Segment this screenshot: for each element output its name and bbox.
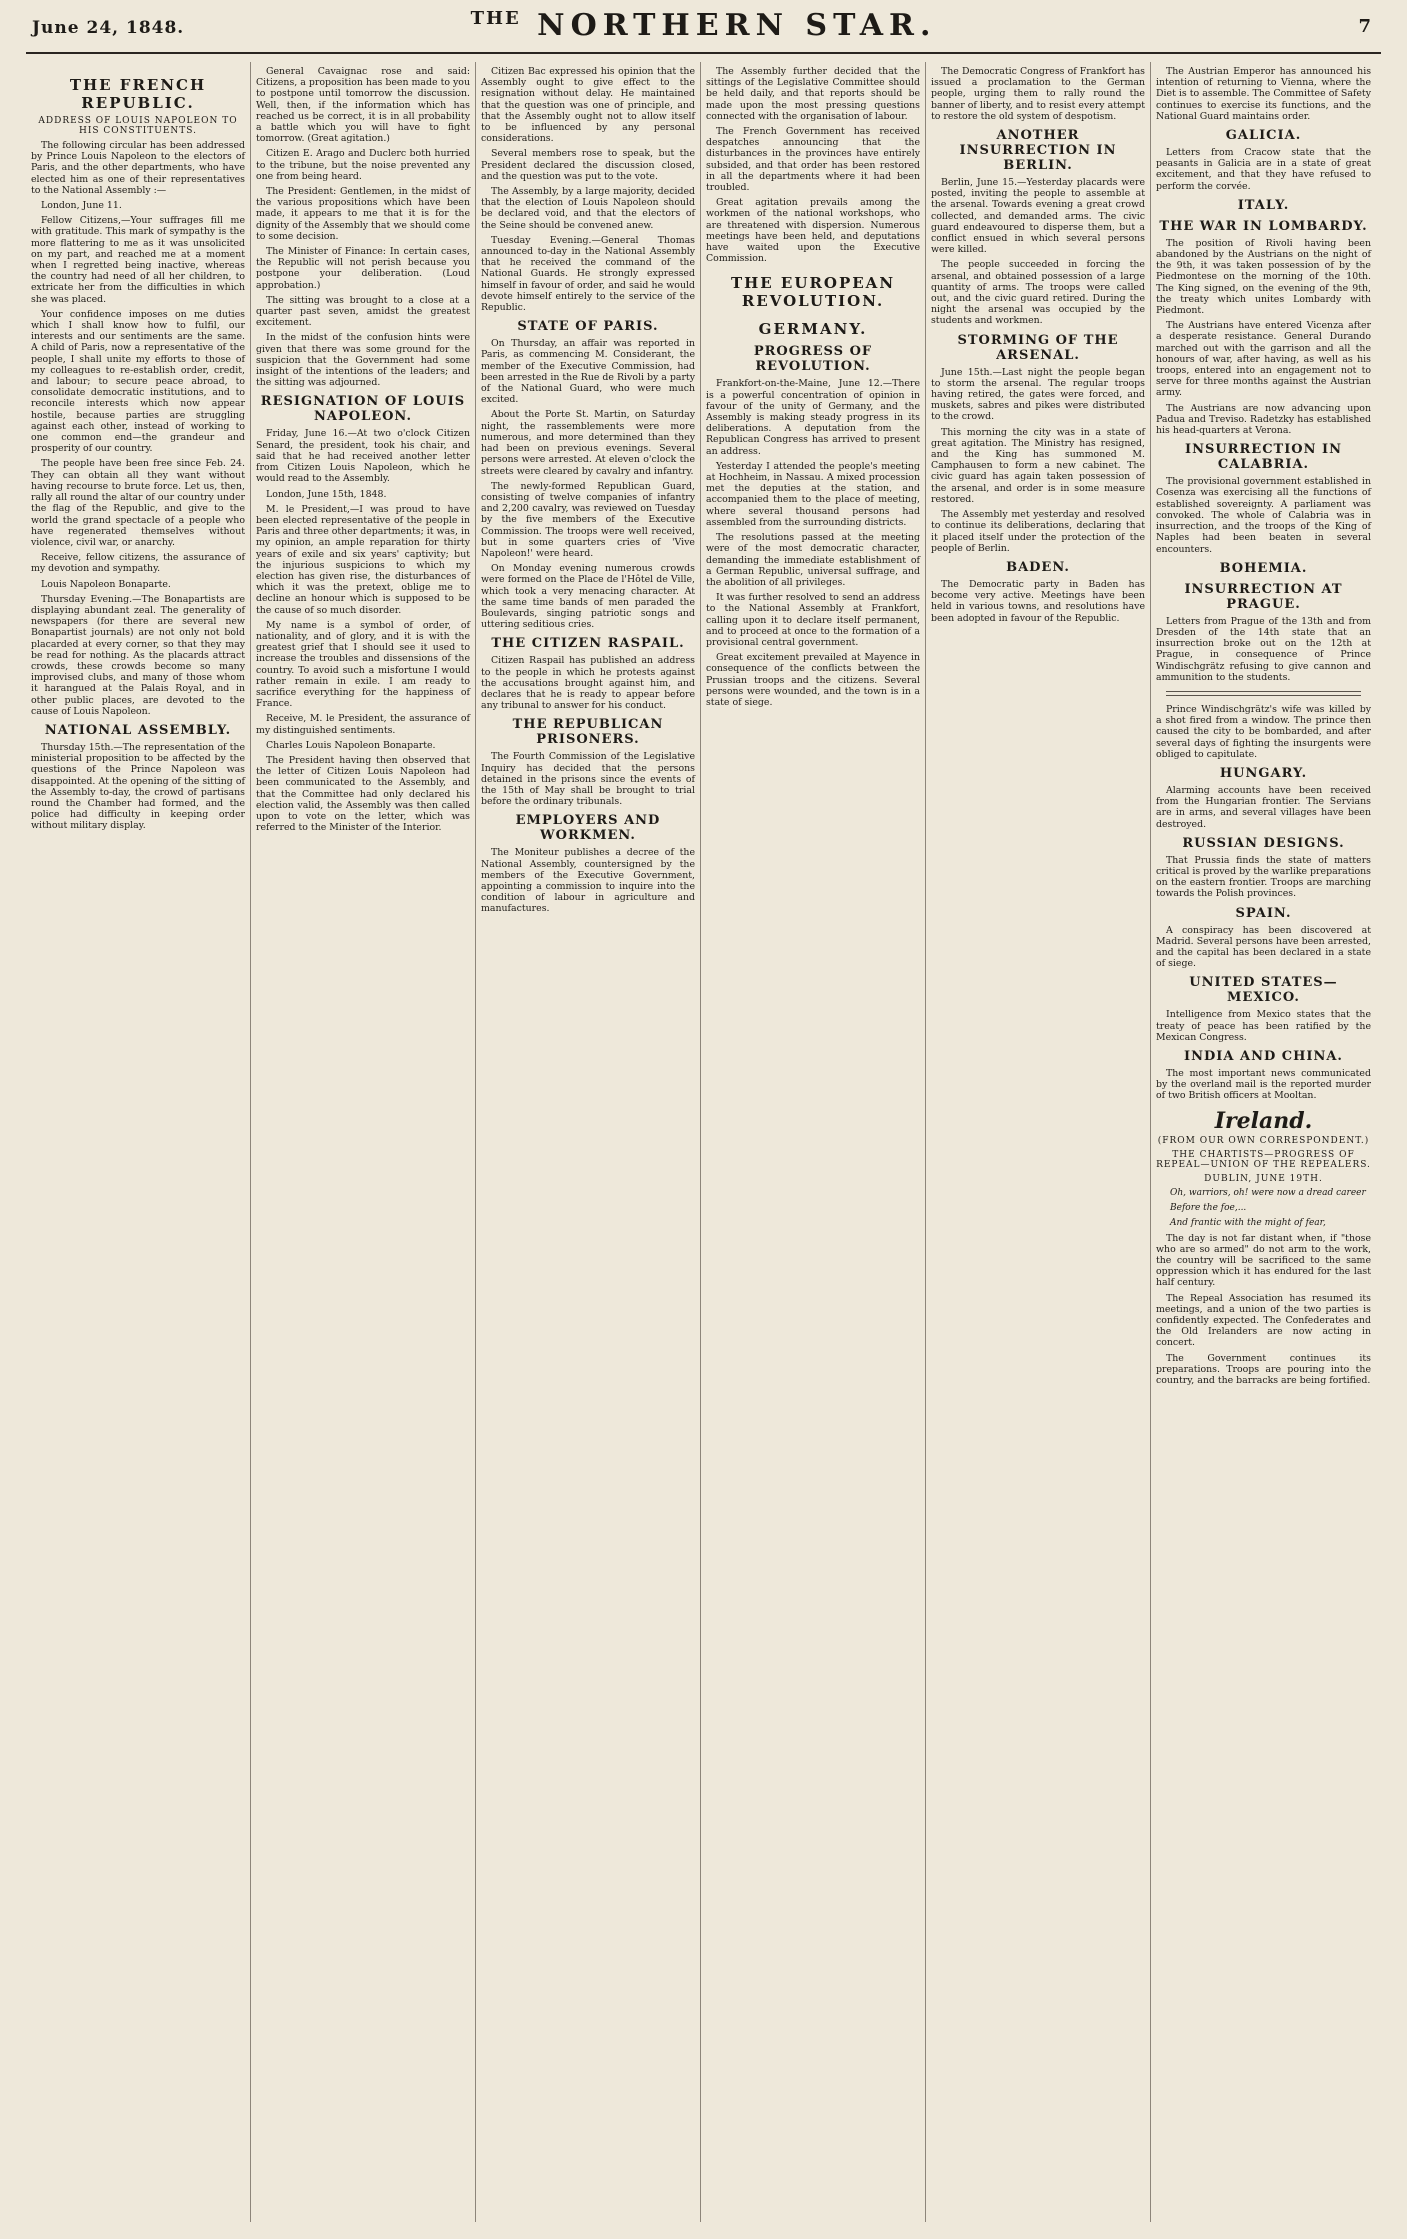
article-paragraph: In the midst of the confusion hints were given that there was some ground for the suspicion that the Government had some insight of the intentions of the leaders; and the sitting was adjourned. <box>256 332 470 389</box>
section-heading: UNITED STATES—MEXICO. <box>1189 975 1338 1006</box>
title-main: NORTHERN STAR. <box>537 8 937 43</box>
article-paragraph: Letters from Cracow state that the peasants in Galicia are in a state of great excitement, and that they have refused to perform the corvée. <box>1156 147 1371 192</box>
article-paragraph: The most important news communicated by the overland mail is the reported murder of two British officers at Mooltan. <box>1156 1067 1371 1102</box>
article-paragraph: My name is a symbol of order, of nationality, and of glory, and it is with the greatest grief that I should see it used to increase the troubles and dissensions of the country. To avoid such a misfortune I would rather remain in exile. I am ready to sacrifice everything for the happiness of France. <box>256 619 470 710</box>
article-paragraph: The Minister of Finance: In certain cases, the Republic will not perish because you postpone your deliberation. (Loud approbation.) <box>256 246 470 291</box>
section-heading: BOHEMIA. <box>1219 560 1308 576</box>
article-paragraph: Thursday Evening.—The Bonapartists are displaying abundant zeal. The generality of newspapers (for there are several new Bonapartist journals) are not only not bold placarded at every corner, so that they may be read for nothing. As the placards attract crowds, these crowds become so many improvised clubs, and many of those whom it harangued at the Palais Royal, and in other public places, are devoted to the cause of Louis Napoleon. <box>31 593 245 717</box>
section-heading: ANOTHER INSURRECTION IN BERLIN. <box>959 128 1117 174</box>
article-paragraph: Great excitement prevailed at Mayence in consequence of the conflicts between the Prussian troops and the citizens. Several persons were wounded, and the town is in a state of siege. <box>706 652 920 708</box>
page-number: 7 <box>1358 16 1371 37</box>
article-paragraph: Great agitation prevails among the workmen of the national workshops, who are threatened with dispersion. Numerous meetings have been held, and deputations have waited upon the Executive Commission. <box>706 197 920 265</box>
article-paragraph: M. le President,—I was proud to have been elected representative of the people in Paris and three other departments; it was, in my opinion, an ample reparation for thirty years of exile and six years' captivity; but the injurious suspicions to which my election has given rise, the disturbances of which it was the pretext, oblige me to decline an honour which is supposed to be the cause of so much disorder. <box>256 503 470 616</box>
article-paragraph: Berlin, June 15.—Yesterday placards were posted, inviting the people to assemble at the arsenal. Towards evening a great crowd collected, and demanded arms. The civic guard endeavoured to disperse them, but a conflict ensued in which several persons were killed. <box>931 177 1145 256</box>
column-2 <box>251 62 476 2222</box>
column-4 <box>701 62 926 2222</box>
poem-line: Before the foe,... <box>1170 1202 1247 1213</box>
article-paragraph: The French Government has received despatches announcing that the disturbances in the provinces have entirely subsided, and that order has been restored in all the departments where it had been troubled. <box>706 126 920 194</box>
article-paragraph: The people have been free since Feb. 24. They can obtain all they want without having recourse to brute force. Let us, then, rally all round the altar of our country under the flag of the Republic, and give to the world the grand spectacle of a people who have regenerated themselves without violence, civil war, or anarchy. <box>31 458 245 548</box>
article-paragraph: The Government continues its preparations. Troops are pouring into the country, and the barracks are being fortified. <box>1156 1352 1371 1387</box>
section-heading: PROGRESS OF REVOLUTION. <box>753 344 873 375</box>
article-paragraph: About the Porte St. Martin, on Saturday night, the rassemblements were more numerous, and more determined than they had been on previous evenings. Several persons were arrested. At eleven o'clock the streets were cleared by cavalry and infantry. <box>481 409 695 477</box>
article-paragraph: The Austrians are now advancing upon Padua and Treviso. Radetzky has established his head-quarters at Verona. <box>1156 402 1371 437</box>
article-paragraph: Friday, June 16.—At two o'clock Citizen Senard, the president, took his chair, and said that he had received another letter from Citizen Louis Napoleon, which he would read to the Assembly. <box>256 428 470 485</box>
article-paragraph: The Assembly, by a large majority, decided that the election of Louis Napoleon should be declared void, and that the electors of the Seine should be convened anew. <box>481 186 695 231</box>
section-heading: STORMING OF THE ARSENAL. <box>957 332 1119 363</box>
article-paragraph: Thursday 15th.—The representation of the ministerial proposition to be affected by the questions of the Prince Napoleon was disappointed. At the opening of the sitting of the Assembly to-day, the crowd of partisans round the Chamber had formed, and the police had difficulty in keeping order without military display. <box>31 741 245 832</box>
article-paragraph: The Assembly further decided that the sittings of the Legislative Committee should be held daily, and that reports should be made upon the most pressing questions connected with the organisation of labour. <box>706 66 920 122</box>
article-paragraph: The following circular has been addressed by Prince Louis Napoleon to the electors of Paris, and the other departments, who have elected him as one of their representatives to the National Assembly :— <box>31 140 245 196</box>
columns <box>26 62 1381 2222</box>
issue-date: June 24, 1848. <box>32 18 185 38</box>
article-paragraph: It was further resolved to send an address to the National Assembly at Frankfort, calling upon it to declare itself permanent, and to proceed at once to the formation of a provisional central government. <box>706 592 920 648</box>
section-heading: SPAIN. <box>1235 905 1292 921</box>
section-heading: RUSSIAN DESIGNS. <box>1182 835 1345 851</box>
sub-heading: ADDRESS OF LOUIS NAPOLEON TO HIS CONSTITUENTS. <box>38 116 238 136</box>
title-the: THE <box>470 8 521 29</box>
article-paragraph: London, June 15th, 1848. <box>266 488 387 500</box>
section-heading: RESIGNATION OF LOUIS NAPOLEON. <box>260 394 466 425</box>
article-paragraph: The Democratic party in Baden has become very active. Meetings have been held in various towns, and resolutions have been adopted in favour of the Republic. <box>931 578 1145 624</box>
article-paragraph: Alarming accounts have been received from the Hungarian frontier. The Servians are in arms, and several villages have been destroyed. <box>1156 784 1371 830</box>
article-paragraph: On Monday evening numerous crowds were formed on the Place de l'Hôtel de Ville, which took a very menacing character. At the same time bands of men paraded the Boulevards, singing patriotic songs and uttering seditious cries. <box>481 563 695 631</box>
section-heading: THE CITIZEN RASPAIL. <box>491 636 685 652</box>
article-paragraph: Prince Windischgrätz's wife was killed by a shot fired from a window. The prince then caused the city to be bombarded, and after several days of fighting the insurgents were obliged to capitulate. <box>1156 703 1371 760</box>
column-5 <box>926 62 1151 2222</box>
article-paragraph: Intelligence from Mexico states that the treaty of peace has been ratified by the Mexican Congress. <box>1156 1009 1371 1043</box>
article-paragraph: On Thursday, an affair was reported in Paris, as commencing M. Considerant, the member of the Executive Commission, had been arrested in the Rue de Rivoli by a party of the National Guard, who were much excited. <box>481 338 695 406</box>
article-paragraph: Charles Louis Napoleon Bonaparte. <box>266 739 436 751</box>
masthead-rule <box>26 52 1381 54</box>
article-paragraph: Your confidence imposes on me duties which I shall know how to fulfil, our interests and our sentiments are the same. A child of Paris, now a representative of the people, I shall unite my efforts to those of my colleagues to re-establish order, credit, and labour; to secure peace abroad, to consolidate democratic institutions, and to reconcile interests which now appear hostile, because parties are struggling against each other, instead of working to one common end—the grandeur and prosperity of our country. <box>31 308 245 455</box>
article-paragraph: The Repeal Association has resumed its meetings, and a union of the two parties is confidently expected. The Confederates and the Old Irelanders are now acting in concert. <box>1156 1292 1371 1349</box>
section-heading: BADEN. <box>1006 559 1070 575</box>
section-heading: THE FRENCH REPUBLIC. <box>69 76 207 112</box>
column-text <box>1156 66 1371 1386</box>
article-paragraph: This morning the city was in a state of great agitation. The Ministry has resigned, and the King has summoned M. Camphausen to form a new cabinet. The civic guard has again taken possession of the arsenal, and order is in some measure restored. <box>931 426 1145 505</box>
article-paragraph: The President: Gentlemen, in the midst of the various propositions which have been made, it appears to me that it is for the dignity of the Assembly that we should come to some decision. <box>256 186 470 242</box>
article-paragraph: The position of Rivoli having been abandoned by the Austrians on the night of the 9th, it was taken possession of by the Piedmontese on the morning of the 10th. The King signed, on the evening of the 9th, the treaty which unites Lombardy with Piedmont. <box>1156 237 1371 317</box>
article-paragraph: The Fourth Commission of the Legislative Inquiry has decided that the persons detained in the prisons since the events of the 15th of May shall be brought to trial before the ordinary tribunals. <box>481 751 695 808</box>
article-paragraph: The people succeeded in forcing the arsenal, and obtained possession of a large quantity of arms. The troops were called out, and the civic guard retired. During the night the arsenal was occupied by the students and workmen. <box>931 259 1145 327</box>
article-paragraph: The Moniteur publishes a decree of the National Assembly, countersigned by the members of the Executive Government, appointing a commission to inquire into the condition of labour in agriculture and manufactures. <box>481 847 695 915</box>
section-heading: STATE OF PARIS. <box>517 319 659 335</box>
section-heading: GALICIA. <box>1225 128 1302 144</box>
article-paragraph: A conspiracy has been discovered at Madrid. Several persons have been arrested, and the capital has been declared in a state of siege. <box>1156 924 1371 970</box>
section-heading: ITALY. <box>1237 197 1290 213</box>
column-text <box>931 66 1145 624</box>
article-paragraph: The Assembly met yesterday and resolved to continue its deliberations, declaring that it placed itself under the protection of the people of Berlin. <box>931 509 1145 554</box>
article-paragraph: The President having then observed that the letter of Citizen Louis Napoleon had been communicated to the Assembly, and that the Committee had only declared his election valid, the Assembly was then called upon to vote on the letter, which was referred to the Minister of the Interior. <box>256 754 470 834</box>
section-heading: INDIA AND CHINA. <box>1184 1048 1343 1064</box>
article-paragraph: The provisional government established in Cosenza was exercising all the functions of established sovereignty. A parliament was convoked. The whole of Calabria was in insurrection, and the troops of the King of Naples had been beaten in several encounters. <box>1156 476 1371 555</box>
ireland-subheading: THE CHARTISTS—PROGRESS OF REPEAL—UNION OF THE REPEALERS. <box>1156 1149 1371 1170</box>
ireland-subheading: (FROM OUR OWN CORRESPONDENT.) <box>1157 1135 1370 1146</box>
article-paragraph: Tuesday Evening.—General Thomas announced to-day in the National Assembly that he received the command of the National Guards. He strongly expressed himself in favour of order, and said he would devote himself entirely to the service of the Republic. <box>481 234 695 314</box>
article-paragraph: Fellow Citizens,—Your suffrages fill me with gratitude. This mark of sympathy is the more flattering to me as it was unsolicited on my part, and reached me at a moment when I regretted being inactive, whereas the country had need of all her children, to extricate her from the difficulties in which she was placed. <box>31 215 245 305</box>
article-paragraph: Citizen Bac expressed his opinion that the Assembly ought to give effect to the resignation without delay. He maintained that the question was one of principle, and that the Assembly ought not to allow itself to be influenced by any personal considerations. <box>481 66 695 145</box>
section-heading: GERMANY. <box>758 320 868 339</box>
article-paragraph: Receive, fellow citizens, the assurance of my devotion and sympathy. <box>31 552 245 575</box>
article-paragraph: Louis Napoleon Bonaparte. <box>41 578 171 590</box>
section-heading: INSURRECTION IN CALABRIA. <box>1184 442 1342 473</box>
poem-line: And frantic with the might of fear, <box>1170 1217 1326 1228</box>
article-paragraph: The newly-formed Republican Guard, consisting of twelve companies of infantry and 2,200 cavalry, was reviewed on Tuesday by the five members of the Executive Commission. The troops were well received, but in some quarters cries of 'Vive Napoleon!' were heard. <box>481 480 695 559</box>
newspaper-title <box>0 8 1407 43</box>
article-paragraph: The Austrian Emperor has announced his intention of returning to Vienna, where the Diet is to assemble. The Committee of Safety continues to exercise its functions, and the National Guard maintains order. <box>1156 66 1371 122</box>
column-3 <box>476 62 701 2222</box>
article-paragraph: Yesterday I attended the people's meeting at Hochheim, in Nassau. A mixed procession met the deputies at the station, and accompanied them to the place of meeting, where several thousand persons had assembled from the surrounding districts. <box>706 460 920 528</box>
column-text <box>706 66 920 708</box>
article-paragraph: Several members rose to speak, but the President declared the discussion closed, and the question was put to the vote. <box>481 148 695 182</box>
column-divider <box>1166 691 1361 696</box>
article-paragraph: The day is not far distant when, if "those who are so armed" do not arm to the work, the country will be sacrificed to the same oppression which it has endured for the last half century. <box>1156 1232 1371 1289</box>
article-paragraph: June 15th.—Last night the people began to storm the arsenal. The regular troops having retired, the gates were forced, and muskets, sabres and pikes were distributed to the crowd. <box>931 366 1145 423</box>
article-paragraph: Receive, M. le President, the assurance of my distinguished sentiments. <box>256 713 470 736</box>
article-paragraph: That Prussia finds the state of matters critical is proved by the warlike preparations on the eastern frontier. Troops are marching towards the Polish provinces. <box>1156 854 1371 900</box>
column-text <box>256 66 470 833</box>
section-heading: THE REPUBLICAN PRISONERS. <box>512 717 664 748</box>
ireland-heading: Ireland. <box>1214 1107 1313 1134</box>
section-heading: INSURRECTION AT PRAGUE. <box>1184 581 1343 612</box>
column-text <box>481 66 695 915</box>
article-paragraph: The sitting was brought to a close at a quarter past seven, amidst the greatest excitement. <box>256 294 470 329</box>
column-1 <box>26 62 251 2222</box>
article-paragraph: The Austrians have entered Vicenza after a desperate resistance. General Durando marched out with the garrison and all the honours of war, after having, as well as his troops, entered into an engagement not to serve for three months against the Austrian army. <box>1156 320 1371 399</box>
column-text <box>31 140 245 832</box>
section-heading: THE WAR IN LOMBARDY. <box>1159 218 1368 234</box>
article-paragraph: General Cavaignac rose and said: Citizens, a proposition has been made to you to postpone until tomorrow the discussion. Well, then, if the information which has reached us be correct, it is in all probability a battle which you will have to fight tomorrow. (Great agitation.) <box>256 66 470 145</box>
poem-line: Oh, warriors, oh! were now a dread career <box>1170 1187 1366 1198</box>
section-heading: HUNGARY. <box>1219 765 1308 781</box>
article-paragraph: The Democratic Congress of Frankfort has issued a proclamation to the German people, urging them to rally round the banner of liberty, and to resist every attempt to restore the old system of despotism. <box>931 66 1145 122</box>
article-paragraph: Citizen E. Arago and Duclerc both hurried to the tribune, but the noise prevented any one from being heard. <box>256 148 470 182</box>
section-heading: THE EUROPEAN REVOLUTION. <box>730 274 896 311</box>
section-heading: NATIONAL ASSEMBLY. <box>44 722 232 738</box>
article-paragraph: London, June 11. <box>41 200 122 212</box>
article-paragraph: Citizen Raspail has published an address to the people in which he protests against the accusations brought against him, and declares that he is ready to appear before any tribunal to answer for his conduct. <box>481 655 695 712</box>
column-6 <box>1151 62 1376 2222</box>
article-paragraph: The resolutions passed at the meeting were of the most democratic character, demanding the immediate establishment of a German Republic, universal suffrage, and the abolition of all privileges. <box>706 532 920 588</box>
article-paragraph: Letters from Prague of the 13th and from Dresden of the 14th state that an insurrection broke out on the 12th at Prague, in consequence of Prince Windischgrätz refusing to give cannon and ammunition to the students. <box>1156 615 1371 683</box>
ireland-subheading: DUBLIN, JUNE 19TH. <box>1204 1173 1323 1184</box>
masthead <box>0 0 1407 62</box>
section-heading: EMPLOYERS AND WORKMEN. <box>515 813 661 844</box>
article-paragraph: Frankfort-on-the-Maine, June 12.—There is a powerful concentration of opinion in favour of the unity of Germany, and the Assembly is making steady progress in its deliberations. A deputation from the Republican Congress has arrived to present an address. <box>706 378 920 457</box>
